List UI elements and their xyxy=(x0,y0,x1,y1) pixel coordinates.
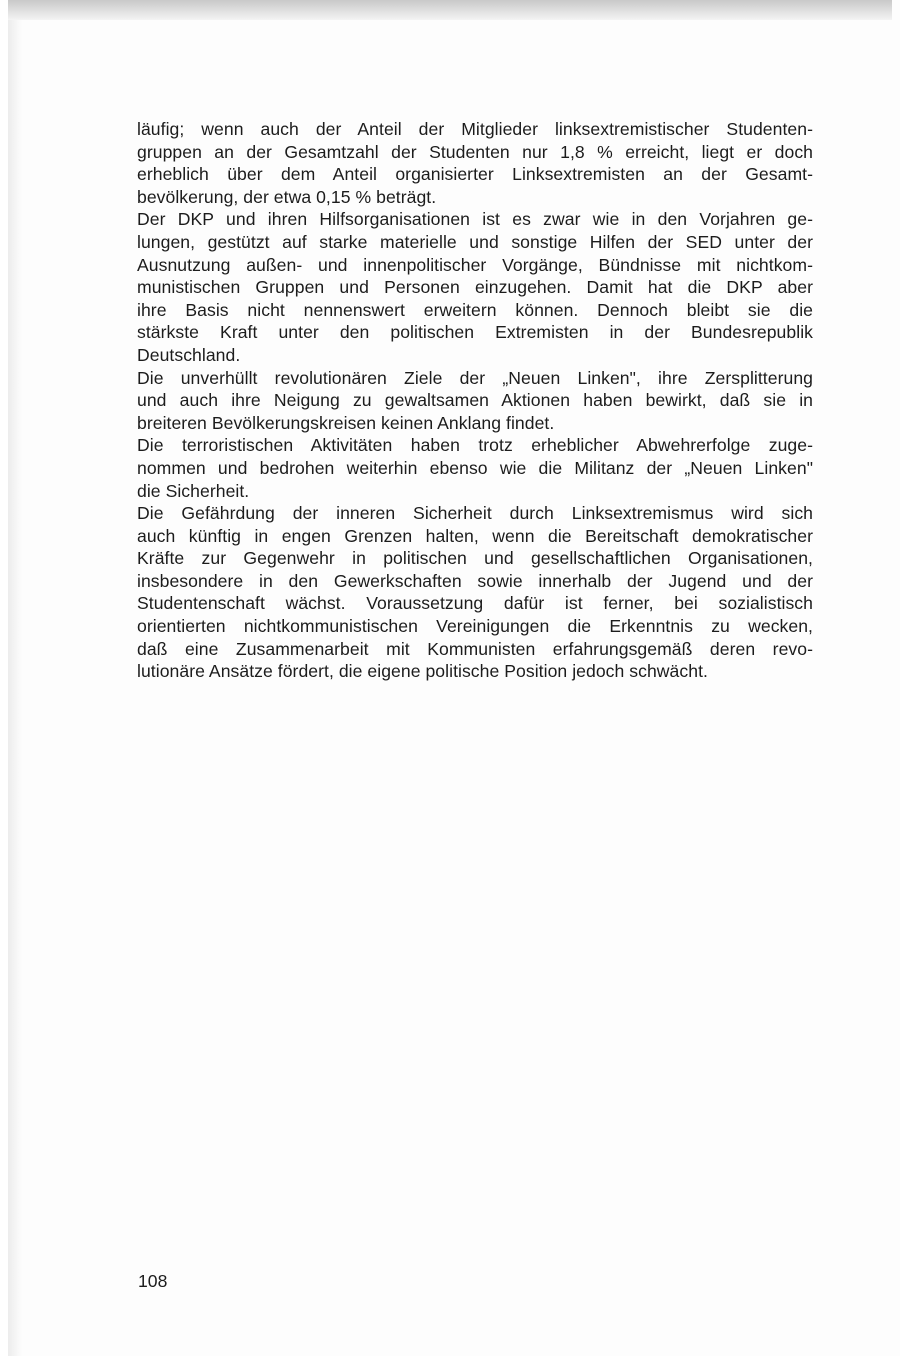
text-line: Kräfte zur Gegenwehr in politischen und gesellschaftlichen Organisationen, xyxy=(137,548,813,569)
text-line: Ausnutzung außen- und innenpolitischer Vorgänge, Bündnisse mit nichtkom- xyxy=(137,254,813,275)
paragraph xyxy=(137,118,813,208)
text-line: Studentenschaft wächst. Voraussetzung dafür ist ferner, bei sozialistisch xyxy=(137,593,813,614)
text-line: Die terroristischen Aktivitäten haben trotz erheblicher Abwehrerfolge zuge- xyxy=(137,435,813,456)
text-line: die Sicherheit. xyxy=(137,480,250,501)
text-line: auch künftig in engen Grenzen halten, wenn die Bereitschaft demokratischer xyxy=(137,525,813,546)
text-line: Die unverhüllt revolutionären Ziele der „Neuen Linken", ihre Zersplitterung xyxy=(137,367,813,388)
text-line: orientierten nichtkommunistischen Vereinigungen die Erkenntnis zu wecken, xyxy=(137,616,813,637)
page-number: 108 xyxy=(138,1271,168,1291)
body-text xyxy=(137,118,813,683)
paragraph xyxy=(137,502,813,683)
text-line: Der DKP und ihren Hilfsorganisationen ist es zwar wie in den Vorjahren ge- xyxy=(137,209,813,230)
text-line: stärkste Kraft unter den politischen Extremisten in der Bundesrepublik xyxy=(137,322,813,343)
text-line: Die Gefährdung der inneren Sicherheit durch Linksextremismus wird sich xyxy=(137,503,813,524)
text-line: und auch ihre Neigung zu gewaltsamen Aktionen haben bewirkt, daß sie in xyxy=(137,390,813,411)
text-line: gruppen an der Gesamtzahl der Studenten nur 1,8 % erreicht, liegt er doch xyxy=(137,141,813,162)
scan-margin xyxy=(0,0,8,1356)
text-line: munistischen Gruppen und Personen einzugehen. Damit hat die DKP aber xyxy=(137,277,813,298)
page-top-edge xyxy=(8,0,892,20)
paragraph xyxy=(137,434,813,502)
text-line: insbesondere in den Gewerkschaften sowie innerhalb der Jugend und der xyxy=(137,570,813,591)
text-line: erheblich über dem Anteil organisierter Linksextremisten an der Gesamt- xyxy=(137,164,813,185)
text-line: Deutschland. xyxy=(137,344,241,365)
text-line: lutionäre Ansätze fördert, die eigene politische Position jedoch schwächt. xyxy=(137,661,708,682)
text-line: ihre Basis nicht nennenswert erweitern können. Dennoch bleibt sie die xyxy=(137,299,813,320)
text-line: lungen, gestützt auf starke materielle und sonstige Hilfen der SED unter der xyxy=(137,231,813,252)
paragraph xyxy=(137,367,813,435)
text-line: bevölkerung, der etwa 0,15 % beträgt. xyxy=(137,186,437,207)
text-line: läufig; wenn auch der Anteil der Mitglieder linksextremistischer Studenten- xyxy=(137,119,813,139)
paragraph xyxy=(137,208,813,366)
text-line: nommen und bedrohen weiterhin ebenso wie die Militanz der „Neuen Linken" xyxy=(137,457,813,478)
text-line: breiteren Bevölkerungskreisen keinen Anklang findet. xyxy=(137,412,555,433)
text-line: daß eine Zusammenarbeit mit Kommunisten erfahrungsgemäß deren revo- xyxy=(137,638,813,659)
